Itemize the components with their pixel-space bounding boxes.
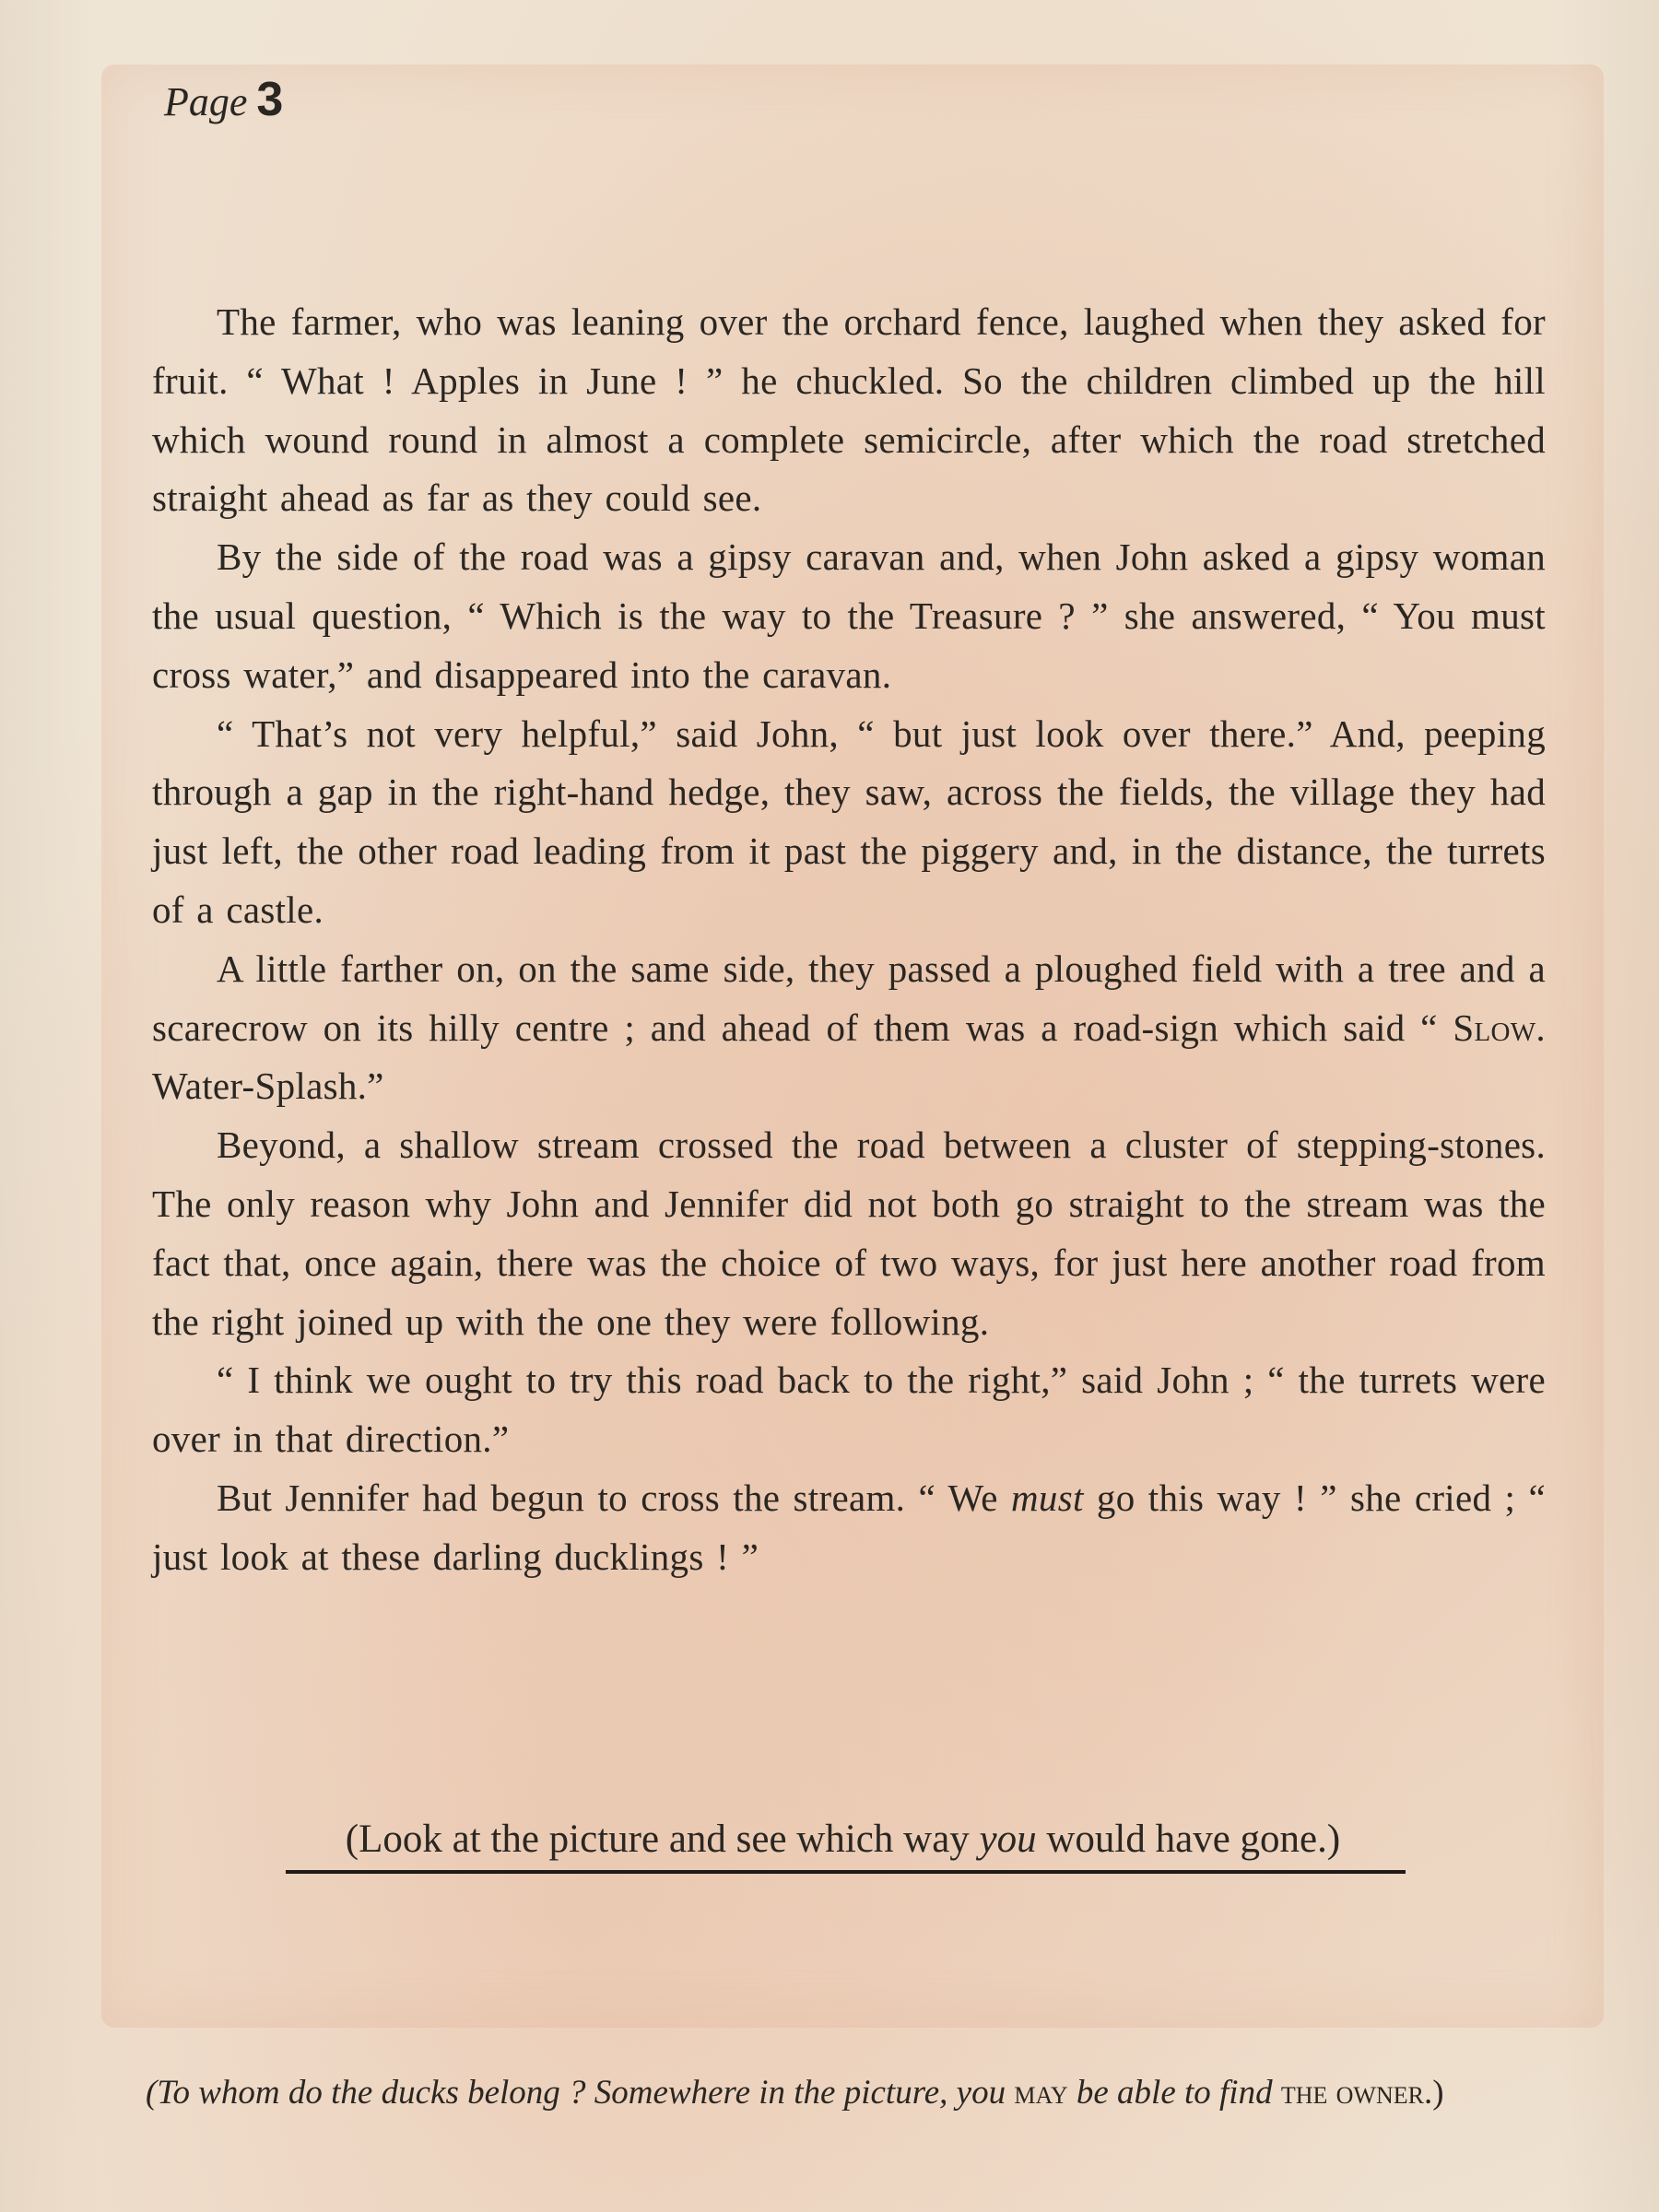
paragraph-3: “ That’s not very helpful,” said John, “ but just look over there.” And, peeping through a gap in the right-hand hedge, they saw, across the fields, the village they had just left, the other road leading from it past the piggery and, in the distance, the turrets of a castle. bbox=[152, 712, 1546, 931]
story-text bbox=[152, 293, 1546, 1587]
instruction-underline bbox=[286, 1870, 1406, 1874]
paragraph-5: Beyond, a shallow stream crossed the road between a cluster of stepping-stones. The only reason why John and Jennifer did not both go straight to the stream was the fact that, once again, there was the choice of two ways, for just here another road from the right joined up with the one they were following. bbox=[152, 1124, 1546, 1343]
footnote-part-2: may bbox=[1014, 2074, 1068, 2112]
paragraph-2: By the side of the road was a gipsy caravan and, when John asked a gipsy woman the usual question, “ Which is the way to the Treasure ? ” she answered, “ You must cross water,” and disappeared into the caravan. bbox=[152, 535, 1546, 696]
instruction-line bbox=[269, 1814, 1417, 1865]
instruction-start: (Look at the picture and see which way bbox=[345, 1818, 980, 1861]
paragraph-6: “ I think we ought to try this road back to the right,” said John ; “ the turrets were over in that direction.” bbox=[152, 1359, 1546, 1461]
instruction-emphasis: you bbox=[979, 1818, 1037, 1861]
paragraph-7-emphasis: must bbox=[1010, 1476, 1084, 1519]
paragraph-7-end: go this way ! ” she cried ; “ just look at these darling ducklings ! ” bbox=[152, 1476, 1546, 1578]
paragraph-7 bbox=[152, 1469, 1546, 1587]
footnote-part-4: the owner. bbox=[1280, 2074, 1433, 2112]
paragraph-4-start: A little farther on, on the same side, they passed a ploughed field with a tree and a scarecrow on its hilly centre ; and ahead of them was a road-sign which said “ bbox=[152, 947, 1546, 1049]
footnote-part-5: ) bbox=[1432, 2074, 1444, 2112]
footnote-part-1: (To whom do the ducks belong ? Somewhere in the picture, you bbox=[146, 2074, 1015, 2112]
instruction-end: would have gone.) bbox=[1036, 1818, 1341, 1861]
page-label: Page bbox=[164, 79, 248, 124]
paragraph-7-start: But Jennifer had begun to cross the stream. “ We bbox=[217, 1476, 1011, 1519]
page-number-header bbox=[164, 72, 283, 127]
road-sign-word: Slow. bbox=[1453, 1006, 1546, 1049]
footnote bbox=[146, 2068, 1551, 2118]
paragraph-4-end: Water-Splash.” bbox=[152, 1065, 384, 1108]
footnote-part-3: be able to find bbox=[1067, 2074, 1281, 2112]
page-number: 3 bbox=[256, 73, 284, 126]
paragraph-1: The farmer, who was leaning over the orchard fence, laughed when they asked for fruit. “ What ! Apples in June ! ” he chuckled. So the children climbed up the hill which wound round in almost a complete semicircle, after which the road stretched straight ahead as far as they could see. bbox=[152, 300, 1546, 520]
paragraph-4 bbox=[152, 940, 1546, 1116]
